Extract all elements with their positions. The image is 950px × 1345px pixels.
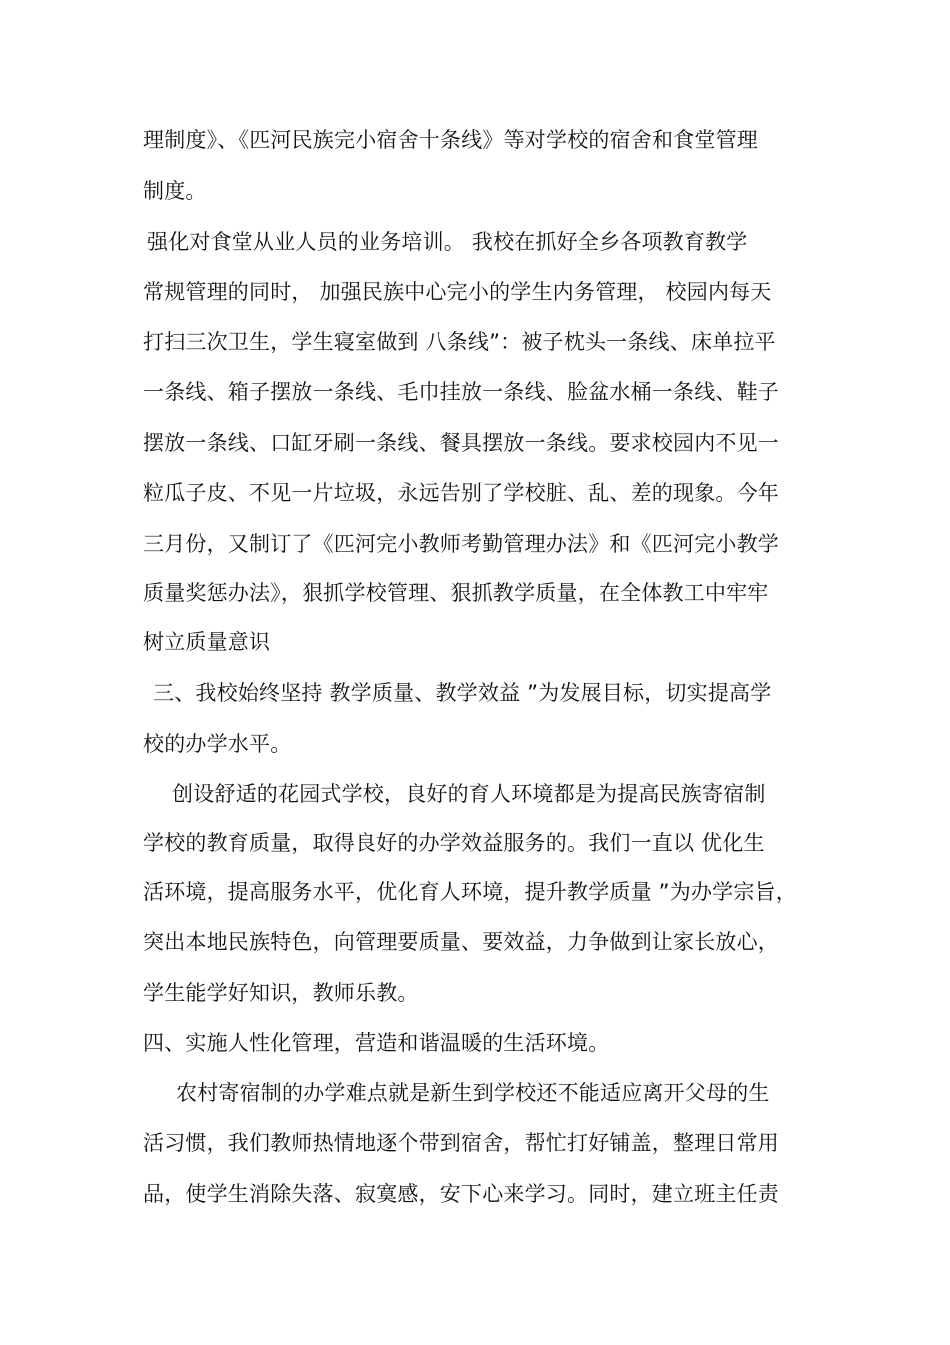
text-line: 理制度》、《匹河民族完小宿舍十条线》等对学校的宿舍和食堂管理 [143,128,758,152]
text-line: 摆放一条线、口缸牙刷一条线、餐具摆放一条线。要求校园内不见一 [143,431,779,455]
text-line: 活环境，提高服务水平，优化育人环境，提升教学质量 ”为办学宗旨， [143,880,797,904]
text-line: 创设舒适的花园式学校，良好的育人环境都是为提高民族寄宿制 [172,782,766,806]
text-line: 四、实施人性化管理，营造和谐温暖的生活环境。 [143,1031,610,1055]
text-line: 学校的教育质量，取得良好的办学效益服务的。我们一直以 优化生 [143,831,765,855]
text-line: 质量奖惩办法》，狠抓学校管理、狠抓教学质量，在全体教工中牢牢 [143,581,769,605]
text-line: 打扫三次卫生，学生寝室做到 八条线”：被子枕头一条线、床单拉平 [143,330,776,354]
text-line: 强化对食堂从业人员的业务培训。 我校在抓好全乡各项教育教学 [147,230,748,254]
text-line: 校的办学水平。 [143,732,292,756]
text-line: 三、我校始终坚持 教学质量、教学效益 ”为发展目标，切实提高学 [153,681,772,705]
text-line: 粒瓜子皮、不见一片垃圾，永远告别了学校脏、乱、差的现象。今年 [143,481,779,505]
text-line: 常规管理的同时， 加强民族中心完小的学生内务管理， 校园内每天 [143,280,772,304]
text-line: 活习惯，我们教师热情地逐个带到宿舍，帮忙打好铺盖，整理日常用 [143,1131,779,1155]
text-line: 突出本地民族特色，向管理要质量、要效益，力争做到让家长放心， [143,930,779,954]
text-line: 树立质量意识 [143,630,271,654]
text-line: 品，使学生消除失落、寂寞感，安下心来学习。同时，建立班主任责 [143,1182,779,1206]
text-line: 学生能学好知识，教师乐教。 [143,981,419,1005]
text-line: 一条线、箱子摆放一条线、毛巾挂放一条线、脸盆水桶一条线、鞋子 [143,380,779,404]
text-line: 三月份，又制订了《匹河完小教师考勤管理办法》和《匹河完小教学 [143,532,779,556]
text-line: 制度。 [143,179,207,203]
text-line: 农村寄宿制的办学难点就是新生到学校还不能适应离开父母的生 [176,1081,770,1105]
